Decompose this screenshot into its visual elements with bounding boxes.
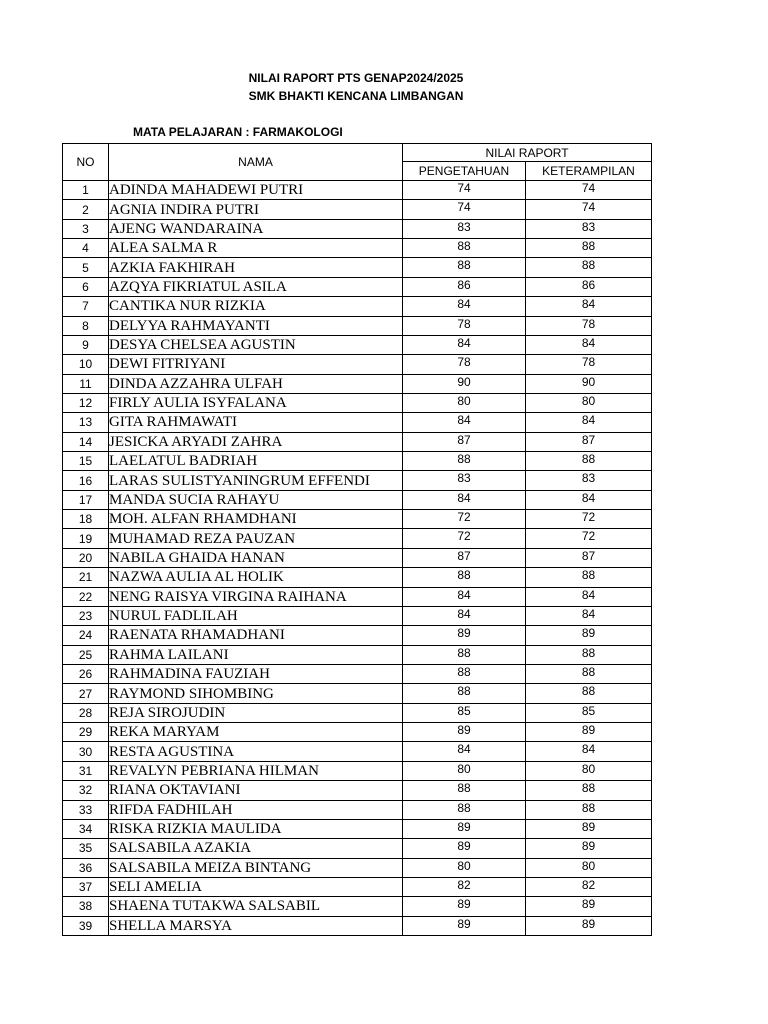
row-number: 11	[63, 374, 109, 393]
keterampilan-score: 89	[526, 819, 652, 838]
school-name: SMK BHAKTI KENCANA LIMBANGAN	[248, 89, 464, 103]
pengetahuan-score: 89	[403, 916, 526, 935]
table-row	[63, 916, 652, 935]
pengetahuan-score: 88	[403, 452, 526, 471]
table-row	[63, 897, 652, 916]
pengetahuan-score: 90	[403, 374, 526, 393]
student-name: DEWI FITRIYANI	[109, 355, 403, 374]
table-row	[63, 684, 652, 703]
pengetahuan-score: 78	[403, 355, 526, 374]
row-number: 26	[63, 664, 109, 683]
table-row	[63, 258, 652, 277]
row-number: 36	[63, 858, 109, 877]
keterampilan-score: 83	[526, 471, 652, 490]
table-row	[63, 723, 652, 742]
student-name: NURUL FADLILAH	[109, 606, 403, 625]
table-row	[63, 819, 652, 838]
row-number: 21	[63, 568, 109, 587]
student-name: MOH. ALFAN RHAMDHANI	[109, 510, 403, 529]
row-number: 10	[63, 355, 109, 374]
keterampilan-score: 80	[526, 858, 652, 877]
table-row	[63, 393, 652, 412]
row-number: 9	[63, 335, 109, 354]
pengetahuan-score: 80	[403, 858, 526, 877]
student-name: DESYA CHELSEA AGUSTIN	[109, 335, 403, 354]
row-number: 15	[63, 452, 109, 471]
table-row	[63, 490, 652, 509]
student-name: REKA MARYAM	[109, 723, 403, 742]
pengetahuan-score: 88	[403, 684, 526, 703]
keterampilan-score: 83	[526, 219, 652, 238]
header-pengetahuan: PENGETAHUAN	[403, 162, 526, 181]
table-row	[63, 568, 652, 587]
student-name: RAHMA LAILANI	[109, 645, 403, 664]
subject-label: MATA PELAJARAN : FARMAKOLOGI	[133, 125, 343, 139]
row-number: 14	[63, 432, 109, 451]
keterampilan-score: 87	[526, 432, 652, 451]
student-name: FIRLY AULIA ISYFALANA	[109, 393, 403, 412]
pengetahuan-score: 74	[403, 181, 526, 200]
row-number: 1	[63, 181, 109, 200]
keterampilan-score: 88	[526, 781, 652, 800]
table-row	[63, 858, 652, 877]
keterampilan-score: 89	[526, 723, 652, 742]
table-row	[63, 355, 652, 374]
row-number: 18	[63, 510, 109, 529]
table-row	[63, 839, 652, 858]
pengetahuan-score: 88	[403, 645, 526, 664]
pengetahuan-score: 89	[403, 819, 526, 838]
pengetahuan-score: 88	[403, 258, 526, 277]
keterampilan-score: 72	[526, 510, 652, 529]
student-name: MUHAMAD REZA PAUZAN	[109, 529, 403, 548]
table-row	[63, 471, 652, 490]
keterampilan-score: 84	[526, 490, 652, 509]
keterampilan-score: 84	[526, 335, 652, 354]
row-number: 19	[63, 529, 109, 548]
row-number: 31	[63, 761, 109, 780]
keterampilan-score: 84	[526, 606, 652, 625]
keterampilan-score: 90	[526, 374, 652, 393]
row-number: 29	[63, 723, 109, 742]
table-row	[63, 335, 652, 354]
row-number: 24	[63, 626, 109, 645]
table-row	[63, 510, 652, 529]
keterampilan-score: 86	[526, 277, 652, 296]
student-name: LARAS SULISTYANINGRUM EFFENDI	[109, 471, 403, 490]
pengetahuan-score: 89	[403, 839, 526, 858]
pengetahuan-score: 84	[403, 742, 526, 761]
table-row	[63, 877, 652, 896]
keterampilan-score: 72	[526, 529, 652, 548]
table-row	[63, 181, 652, 200]
row-number: 38	[63, 897, 109, 916]
row-number: 39	[63, 916, 109, 935]
table-row	[63, 316, 652, 335]
row-number: 5	[63, 258, 109, 277]
table-row	[63, 239, 652, 258]
row-number: 33	[63, 800, 109, 819]
student-name: SALSABILA MEIZA BINTANG	[109, 858, 403, 877]
pengetahuan-score: 88	[403, 664, 526, 683]
row-number: 35	[63, 839, 109, 858]
row-number: 2	[63, 200, 109, 219]
keterampilan-score: 84	[526, 742, 652, 761]
pengetahuan-score: 88	[403, 239, 526, 258]
pengetahuan-score: 84	[403, 297, 526, 316]
keterampilan-score: 84	[526, 297, 652, 316]
row-number: 27	[63, 684, 109, 703]
header-nilai-raport: NILAI RAPORT	[403, 144, 652, 162]
grades-table	[62, 143, 652, 936]
student-name: RIFDA FADHILAH	[109, 800, 403, 819]
row-number: 20	[63, 548, 109, 567]
student-name: MANDA SUCIA RAHAYU	[109, 490, 403, 509]
keterampilan-score: 88	[526, 568, 652, 587]
row-number: 23	[63, 606, 109, 625]
keterampilan-score: 84	[526, 413, 652, 432]
pengetahuan-score: 89	[403, 897, 526, 916]
keterampilan-score: 88	[526, 800, 652, 819]
keterampilan-score: 85	[526, 703, 652, 722]
pengetahuan-score: 87	[403, 432, 526, 451]
pengetahuan-score: 80	[403, 393, 526, 412]
document-title: NILAI RAPORT PTS GENAP2024/2025	[248, 71, 464, 85]
student-name: RESTA AGUSTINA	[109, 742, 403, 761]
keterampilan-score: 89	[526, 626, 652, 645]
header-no: NO	[63, 144, 109, 181]
student-name: NENG RAISYA VIRGINA RAIHANA	[109, 587, 403, 606]
pengetahuan-score: 72	[403, 529, 526, 548]
pengetahuan-score: 74	[403, 200, 526, 219]
student-name: CANTIKA NUR RIZKIA	[109, 297, 403, 316]
pengetahuan-score: 83	[403, 471, 526, 490]
keterampilan-score: 78	[526, 355, 652, 374]
pengetahuan-score: 84	[403, 490, 526, 509]
table-row	[63, 781, 652, 800]
pengetahuan-score: 78	[403, 316, 526, 335]
keterampilan-score: 88	[526, 239, 652, 258]
table-row	[63, 606, 652, 625]
table-row	[63, 374, 652, 393]
pengetahuan-score: 84	[403, 606, 526, 625]
student-name: AJENG WANDARAINA	[109, 219, 403, 238]
student-name: ALEA SALMA R	[109, 239, 403, 258]
table-row	[63, 548, 652, 567]
header-keterampilan: KETERAMPILAN	[526, 162, 652, 181]
student-name: NABILA GHAIDA HANAN	[109, 548, 403, 567]
keterampilan-score: 84	[526, 587, 652, 606]
row-number: 34	[63, 819, 109, 838]
table-row	[63, 703, 652, 722]
keterampilan-score: 74	[526, 181, 652, 200]
pengetahuan-score: 88	[403, 781, 526, 800]
pengetahuan-score: 89	[403, 723, 526, 742]
keterampilan-score: 88	[526, 645, 652, 664]
row-number: 8	[63, 316, 109, 335]
row-number: 12	[63, 393, 109, 412]
pengetahuan-score: 86	[403, 277, 526, 296]
student-name: AZQYA FIKRIATUL ASILA	[109, 277, 403, 296]
table-row	[63, 529, 652, 548]
student-name: DELYYA RAHMAYANTI	[109, 316, 403, 335]
row-number: 37	[63, 877, 109, 896]
table-row	[63, 219, 652, 238]
pengetahuan-score: 88	[403, 568, 526, 587]
header-nama: NAMA	[109, 144, 403, 181]
table-row	[63, 587, 652, 606]
student-name: RAYMOND SIHOMBING	[109, 684, 403, 703]
keterampilan-score: 87	[526, 548, 652, 567]
table-row	[63, 277, 652, 296]
table-row	[63, 452, 652, 471]
table-row	[63, 742, 652, 761]
table-row	[63, 626, 652, 645]
pengetahuan-score: 84	[403, 335, 526, 354]
pengetahuan-score: 87	[403, 548, 526, 567]
keterampilan-score: 80	[526, 393, 652, 412]
student-name: RAHMADINA FAUZIAH	[109, 664, 403, 683]
row-number: 17	[63, 490, 109, 509]
pengetahuan-score: 80	[403, 761, 526, 780]
student-name: ADINDA MAHADEWI PUTRI	[109, 181, 403, 200]
row-number: 16	[63, 471, 109, 490]
row-number: 28	[63, 703, 109, 722]
row-number: 25	[63, 645, 109, 664]
table-row	[63, 645, 652, 664]
row-number: 6	[63, 277, 109, 296]
student-name: REVALYN PEBRIANA HILMAN	[109, 761, 403, 780]
pengetahuan-score: 83	[403, 219, 526, 238]
keterampilan-score: 88	[526, 452, 652, 471]
student-name: AZKIA FAKHIRAH	[109, 258, 403, 277]
table-row	[63, 432, 652, 451]
table-row	[63, 664, 652, 683]
row-number: 4	[63, 239, 109, 258]
row-number: 7	[63, 297, 109, 316]
student-name: SALSABILA AZAKIA	[109, 839, 403, 858]
pengetahuan-score: 82	[403, 877, 526, 896]
student-name: AGNIA INDIRA PUTRI	[109, 200, 403, 219]
student-name: SHAENA TUTAKWA SALSABIL	[109, 897, 403, 916]
pengetahuan-score: 84	[403, 413, 526, 432]
table-row	[63, 761, 652, 780]
table-body	[63, 181, 652, 936]
student-name: JESICKA ARYADI ZAHRA	[109, 432, 403, 451]
pengetahuan-score: 88	[403, 800, 526, 819]
pengetahuan-score: 72	[403, 510, 526, 529]
keterampilan-score: 88	[526, 258, 652, 277]
row-number: 3	[63, 219, 109, 238]
row-number: 32	[63, 781, 109, 800]
student-name: LAELATUL BADRIAH	[109, 452, 403, 471]
keterampilan-score: 88	[526, 664, 652, 683]
keterampilan-score: 88	[526, 684, 652, 703]
student-name: REJA SIROJUDIN	[109, 703, 403, 722]
keterampilan-score: 89	[526, 839, 652, 858]
row-number: 13	[63, 413, 109, 432]
table-row	[63, 413, 652, 432]
keterampilan-score: 78	[526, 316, 652, 335]
pengetahuan-score: 89	[403, 626, 526, 645]
student-name: SHELLA MARSYA	[109, 916, 403, 935]
pengetahuan-score: 84	[403, 587, 526, 606]
row-number: 30	[63, 742, 109, 761]
table-row	[63, 200, 652, 219]
student-name: DINDA AZZAHRA ULFAH	[109, 374, 403, 393]
student-name: SELI AMELIA	[109, 877, 403, 896]
keterampilan-score: 74	[526, 200, 652, 219]
student-name: GITA RAHMAWATI	[109, 413, 403, 432]
keterampilan-score: 82	[526, 877, 652, 896]
student-name: RAENATA RHAMADHANI	[109, 626, 403, 645]
student-name: RIANA OKTAVIANI	[109, 781, 403, 800]
student-name: NAZWA AULIA AL HOLIK	[109, 568, 403, 587]
keterampilan-score: 80	[526, 761, 652, 780]
pengetahuan-score: 85	[403, 703, 526, 722]
table-row	[63, 800, 652, 819]
keterampilan-score: 89	[526, 897, 652, 916]
table-row	[63, 297, 652, 316]
keterampilan-score: 89	[526, 916, 652, 935]
row-number: 22	[63, 587, 109, 606]
student-name: RISKA RIZKIA MAULIDA	[109, 819, 403, 838]
